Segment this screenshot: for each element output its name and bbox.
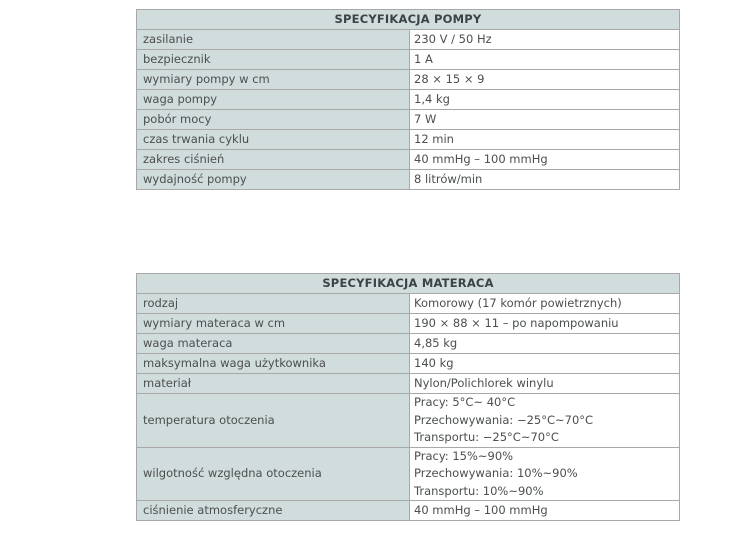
table-row xyxy=(137,110,680,130)
mattress-spec-table xyxy=(136,273,680,521)
row-label: wymiary materaca w cm xyxy=(137,314,410,334)
row-value-line: Przechowywania: −25°C~70°C xyxy=(414,412,594,427)
row-label: wymiary pompy w cm xyxy=(137,70,410,90)
row-label: wilgotność względna otoczenia xyxy=(137,447,410,501)
table-row xyxy=(137,130,680,150)
row-value-line: Przechowywania: 10%~90% xyxy=(414,466,578,480)
mattress-spec-title: SPECYFIKACJA MATERACA xyxy=(137,274,680,294)
table-row xyxy=(137,70,680,90)
row-label: waga materaca xyxy=(137,334,410,354)
row-value: 1,4 kg xyxy=(410,90,680,110)
row-value: Nylon/Polichlorek winylu xyxy=(410,374,680,394)
table-row xyxy=(137,170,680,190)
table-row xyxy=(137,334,680,354)
row-value: 190 × 88 × 11 – po napompowaniu xyxy=(410,314,680,334)
table-row xyxy=(137,90,680,110)
row-value: 4,85 kg xyxy=(410,334,680,354)
table-header-row xyxy=(137,274,680,294)
row-value: 40 mmHg – 100 mmHg xyxy=(410,501,680,521)
table-row xyxy=(137,150,680,170)
table-row xyxy=(137,354,680,374)
table-row xyxy=(137,501,680,521)
row-value: 8 litrów/min xyxy=(410,170,680,190)
table-row xyxy=(137,314,680,334)
table-row xyxy=(137,30,680,50)
row-value: 230 V / 50 Hz xyxy=(410,30,680,50)
table-row xyxy=(137,394,680,448)
row-label: waga pompy xyxy=(137,90,410,110)
row-label: rodzaj xyxy=(137,294,410,314)
pump-spec-title: SPECYFIKACJA POMPY xyxy=(137,10,680,30)
row-value-line: Pracy: 15%~90% xyxy=(414,448,514,463)
row-label: zakres ciśnień xyxy=(137,150,410,170)
row-label: pobór mocy xyxy=(137,110,410,130)
table-header-row xyxy=(137,10,680,30)
row-value: 12 min xyxy=(410,130,680,150)
row-value-line: Transportu: 10%~90% xyxy=(414,483,544,498)
row-label: zasilanie xyxy=(137,30,410,50)
row-value: 40 mmHg – 100 mmHg xyxy=(410,150,680,170)
row-label: bezpiecznik xyxy=(137,50,410,70)
row-value: 140 kg xyxy=(410,354,680,374)
row-label: wydajność pompy xyxy=(137,170,410,190)
row-value-line: Pracy: 5°C~ 40°C xyxy=(414,395,516,409)
row-value: 28 × 15 × 9 xyxy=(410,70,680,90)
row-value-line: Transportu: −25°C~70°C xyxy=(414,430,559,444)
row-label: czas trwania cyklu xyxy=(137,130,410,150)
row-value xyxy=(410,394,680,448)
row-value: Komorowy (17 komór powietrznych) xyxy=(410,294,680,314)
table-row xyxy=(137,50,680,70)
row-value xyxy=(410,447,680,501)
table-row xyxy=(137,294,680,314)
row-label: maksymalna waga użytkownika xyxy=(137,354,410,374)
row-label: temperatura otoczenia xyxy=(137,394,410,448)
row-label: ciśnienie atmosferyczne xyxy=(137,501,410,521)
table-row xyxy=(137,374,680,394)
row-label: materiał xyxy=(137,374,410,394)
row-value: 1 A xyxy=(410,50,680,70)
row-value: 7 W xyxy=(410,110,680,130)
table-row xyxy=(137,447,680,501)
pump-spec-table xyxy=(136,9,680,190)
